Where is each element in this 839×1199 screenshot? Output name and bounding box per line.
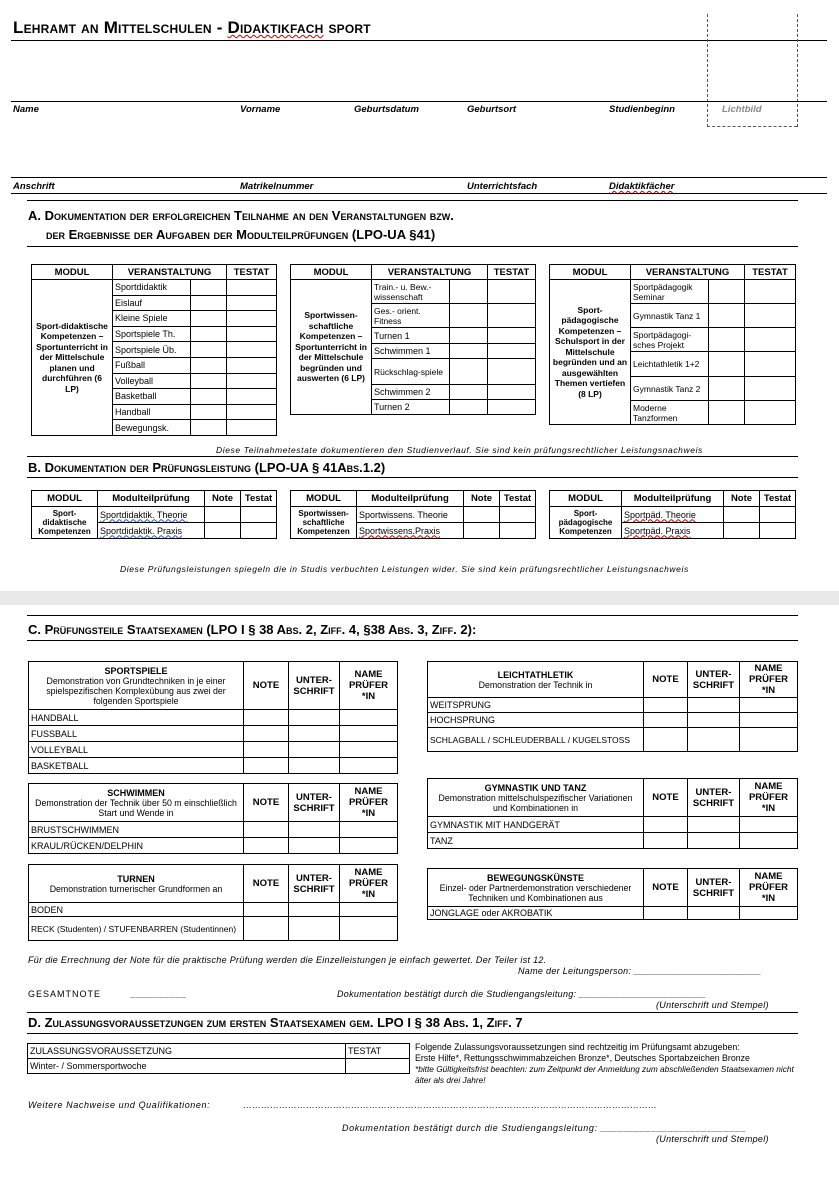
table-row: Sportpädagogi-sches Projekt	[631, 328, 709, 352]
table-cell[interactable]	[488, 359, 536, 385]
geburtsort-label: Geburtsort	[467, 104, 517, 115]
table-cell[interactable]	[244, 838, 289, 854]
table-turnen	[28, 864, 398, 941]
table-cell[interactable]	[464, 507, 500, 523]
table-cell[interactable]	[644, 817, 688, 833]
table-cell	[450, 344, 488, 359]
table-cell	[191, 404, 227, 420]
table-cell: Sport-didaktische Kompetenzen	[32, 507, 98, 539]
table-cell	[450, 385, 488, 400]
table-cell[interactable]	[488, 400, 536, 415]
table-row: Sportspiele Th.	[113, 326, 191, 342]
column-header: MODUL	[550, 265, 631, 280]
table-cell[interactable]	[740, 713, 798, 728]
table-cell[interactable]	[340, 917, 398, 941]
table-row: BASKETBALL	[29, 758, 244, 774]
table-cell	[450, 304, 488, 328]
table-row: Sportdidaktik. Praxis	[98, 523, 205, 539]
table-cell[interactable]	[740, 833, 798, 849]
table-row: Sportspiele Üb.	[113, 342, 191, 358]
unterrichtsfach-label: Unterrichtsfach	[467, 181, 538, 192]
table-cell[interactable]	[500, 507, 536, 523]
table-row: Sportdidaktik. Theorie	[98, 507, 205, 523]
table-cell: TESTAT	[346, 1044, 410, 1059]
column-header: UNTER-SCHRIFT	[688, 869, 740, 907]
table-cell[interactable]	[688, 728, 740, 752]
table-cell[interactable]	[289, 710, 340, 726]
column-header: NAME PRÜFER *IN	[740, 869, 798, 907]
table-a1	[31, 264, 277, 436]
table-cell[interactable]	[740, 907, 798, 920]
table-row: Turnen 1	[372, 328, 450, 344]
table-b3	[549, 490, 796, 539]
column-header: UNTER-SCHRIFT	[289, 662, 340, 710]
section-b-title: B. Dokumentation der Prüfungsleistung (LPO-UA § 41Abs.1.2)	[28, 460, 386, 475]
geburtsdatum-label: Geburtsdatum	[354, 104, 419, 115]
table-cell[interactable]	[289, 822, 340, 838]
table-cell[interactable]	[644, 833, 688, 849]
modul-cell: Sport-didaktische Kompetenzen – Sportunterricht in der Mittelschule planen und durchführen (6 LP)	[32, 280, 113, 436]
table-cell[interactable]	[205, 507, 241, 523]
table-cell	[450, 400, 488, 415]
table-row: SCHLAGBALL / SCHLEUDERBALL / KUGELSTOSS	[428, 728, 644, 752]
column-header: Note	[464, 491, 500, 507]
table-cell[interactable]	[644, 713, 688, 728]
table-cell[interactable]	[241, 523, 277, 539]
table-cell[interactable]	[227, 326, 277, 342]
leitung-line[interactable]: Name der Leitungsperson: ________________________	[518, 966, 762, 976]
column-header: Testat	[760, 491, 796, 507]
table-cell[interactable]	[289, 917, 340, 941]
table-cell[interactable]	[740, 817, 798, 833]
table-cell: Sport-pädagogische Kompetenzen	[550, 507, 622, 539]
table-row: Gymnastik Tanz 1	[631, 304, 709, 328]
lichtbild-label: Lichtbild	[722, 104, 762, 115]
table-cell	[191, 295, 227, 311]
table-row: TANZ	[428, 833, 644, 849]
table-row: KRAUL/RÜCKEN/DELPHIN	[29, 838, 244, 854]
table-cell[interactable]	[724, 523, 760, 539]
table-cell[interactable]	[644, 698, 688, 713]
table-cell	[191, 373, 227, 389]
section-a-subtitle: der Ergebnisse der Aufgaben der Modulteilprüfungen (LPO-UA §41)	[46, 227, 436, 242]
table-cell[interactable]	[340, 710, 398, 726]
table-row: Basketball	[113, 389, 191, 405]
gesamtnote-label: GESAMTNOTE	[28, 989, 102, 999]
table-row: Kleine Spiele	[113, 311, 191, 327]
table-cell[interactable]	[340, 903, 398, 917]
table-cell	[191, 326, 227, 342]
column-header: VERANSTALTUNG	[372, 265, 488, 280]
matrikelnummer-label: Matrikelnummer	[240, 181, 314, 192]
table-cell[interactable]	[241, 507, 277, 523]
table-cell[interactable]	[688, 698, 740, 713]
table-cell[interactable]	[289, 838, 340, 854]
table-cell[interactable]	[289, 742, 340, 758]
table-cell[interactable]	[760, 523, 796, 539]
table-cell[interactable]	[688, 907, 740, 920]
table-cell: SPORTSPIELE Demonstration von Grundtechniken in je einer spielspezifischen Komplexübung aus zwei der folgenden Sportspiele	[29, 662, 244, 710]
section-b-footnote: Diese Prüfungsleistungen spiegeln die in Studis verbuchten Leistungen wider. Sie sind kein prüfungsrechtlicher Leistungsnachweis	[120, 564, 689, 574]
section-c-title: C. Prüfungsteile Staatsexamen (LPO I § 38 Abs. 2, Ziff. 4, §38 Abs. 3, Ziff. 2):	[28, 622, 477, 637]
table-cell	[191, 389, 227, 405]
table-row: Fußball	[113, 357, 191, 373]
table-cell[interactable]	[244, 822, 289, 838]
table-cell[interactable]	[227, 295, 277, 311]
column-header: Testat	[500, 491, 536, 507]
table-row: Turnen 2	[372, 400, 450, 415]
table-row: Sportpäd. Theorie	[622, 507, 724, 523]
table-cell[interactable]	[745, 401, 796, 425]
column-header: NOTE	[644, 779, 688, 817]
table-cell[interactable]	[688, 817, 740, 833]
table-b2	[290, 490, 536, 539]
table-cell[interactable]	[205, 523, 241, 539]
table-cell: ZULASSUNGSVORAUSSETZUNG	[28, 1044, 346, 1059]
didaktikfaecher-label: Didaktikfächer	[609, 181, 675, 192]
table-cell	[709, 377, 745, 401]
section-a-footnote: Diese Teilnahmetestate dokumentieren den Studienverlauf. Sie sind kein prüfungsrechtlicher Leistungsnachweis	[216, 445, 703, 455]
table-cell: TURNEN Demonstration turnerischer Grundformen an	[29, 865, 244, 903]
table-row: GYMNASTIK MIT HANDGERÄT	[428, 817, 644, 833]
table-row: Winter- / Sommersportwoche	[28, 1059, 346, 1074]
table-row: Train.- u. Bew.-wissenschaft	[372, 280, 450, 304]
table-row: VOLLEYBALL	[29, 742, 244, 758]
table-row: Leichtathletik 1+2	[631, 352, 709, 377]
column-header: NAME PRÜFER *IN	[340, 662, 398, 710]
table-cell[interactable]	[688, 713, 740, 728]
table-cell[interactable]	[244, 742, 289, 758]
table-row: Volleyball	[113, 373, 191, 389]
table-cell[interactable]	[227, 389, 277, 405]
table-cell[interactable]	[488, 328, 536, 344]
table-leichtathletik	[427, 661, 798, 752]
table-cell	[709, 328, 745, 352]
table-cell[interactable]	[488, 280, 536, 304]
section-d-title: D. Zulassungsvoraussetzungen zum ersten Staatsexamen gem. LPO I § 38 Abs. 1, Ziff. 7	[28, 1015, 523, 1030]
table-cell	[709, 352, 745, 377]
table-row: Sportdidaktik	[113, 280, 191, 296]
page-title: Lehramt an Mittelschulen - Didaktikfach sport	[13, 18, 371, 37]
table-cell[interactable]	[227, 404, 277, 420]
table-cell[interactable]	[244, 710, 289, 726]
column-header: NOTE	[644, 662, 688, 698]
column-header: MODUL	[291, 265, 372, 280]
table-cell[interactable]	[745, 352, 796, 377]
table-cell	[191, 420, 227, 436]
column-header: Modulteilprüfung	[98, 491, 205, 507]
table-row: Sportwissens.Praxis	[357, 523, 464, 539]
table-cell[interactable]	[346, 1059, 410, 1074]
table-row: Ges.- orient. Fitness	[372, 304, 450, 328]
table-row: Bewegungsk.	[113, 420, 191, 436]
table-cell[interactable]	[745, 280, 796, 304]
table-cell[interactable]	[227, 311, 277, 327]
table-cell[interactable]	[724, 507, 760, 523]
table-cell[interactable]	[464, 523, 500, 539]
column-header: Modulteilprüfung	[357, 491, 464, 507]
table-cell	[450, 359, 488, 385]
table-row: Schwimmen 2	[372, 385, 450, 400]
teiler-text: Für die Errechnung der Note für die praktische Prüfung werden die Einzelleistungen je einfach gewertet. Der Teiler ist 12.	[28, 955, 547, 965]
table-row: FUSSBALL	[29, 726, 244, 742]
table-cell: GYMNASTIK UND TANZ Demonstration mittelschulspezifischer Variationen und Kombinationen in	[428, 779, 644, 817]
table-cell[interactable]	[289, 758, 340, 774]
table-cell[interactable]	[227, 357, 277, 373]
column-header: VERANSTALTUNG	[631, 265, 745, 280]
column-header: TESTAT	[745, 265, 796, 280]
table-cell[interactable]	[227, 420, 277, 436]
table-row: RECK (Studenten) / STUFENBARREN (Studentinnen)	[29, 917, 244, 941]
table-row: BRUSTSCHWIMMEN	[29, 822, 244, 838]
modul-cell: Sportwissen-schaftliche Kompetenzen – Sportunterricht in der Mittelschule begründen und auswerten (6 LP)	[291, 280, 372, 415]
table-cell[interactable]	[227, 280, 277, 296]
col-modul: MODUL	[32, 265, 113, 280]
column-header: UNTER-SCHRIFT	[688, 662, 740, 698]
table-row: WEITSPRUNG	[428, 698, 644, 713]
weitere-field[interactable]: …………………………………………………………………………………………………………………………	[243, 1100, 657, 1110]
table-cell[interactable]	[244, 917, 289, 941]
column-header: NOTE	[244, 662, 289, 710]
col-testat: TESTAT	[227, 265, 277, 280]
zulassung-info: Folgende Zulassungsvoraussetzungen sind rechtzeitig im Prüfungsamt abzugeben: Erste Hilfe*, Rettungsschwimmabzeichen Bronze*, Deutsches Sportabzeichen Bronze *bitte Gültigkeitsfrist beachten: zum Zeitpunkt der Anmeldung zum abschließenden Staatsexamen nicht älter als drei Jahre!	[415, 1042, 794, 1085]
column-header: Note	[205, 491, 241, 507]
table-row: Sportpäd. Praxis	[622, 523, 724, 539]
table-cell: Sportwissen-schaftliche Kompetenzen	[291, 507, 357, 539]
doku-line-c[interactable]: Dokumentation bestätigt durch die Studiengangsleitung: ________________________	[337, 989, 707, 999]
table-cell	[709, 280, 745, 304]
table-cell[interactable]	[289, 903, 340, 917]
table-cell[interactable]	[340, 758, 398, 774]
table-row: BODEN	[29, 903, 244, 917]
column-header: MODUL	[32, 491, 98, 507]
table-cell[interactable]	[244, 758, 289, 774]
table-cell[interactable]	[488, 344, 536, 359]
table-cell[interactable]	[760, 507, 796, 523]
table-cell[interactable]	[500, 523, 536, 539]
table-cell[interactable]	[227, 342, 277, 358]
table-a2	[290, 264, 536, 415]
table-row: HOCHSPRUNG	[428, 713, 644, 728]
table-cell[interactable]	[745, 377, 796, 401]
table-cell[interactable]	[227, 373, 277, 389]
section-a-title: A. Dokumentation der erfolgreichen Teilnahme an den Veranstaltungen bzw.	[28, 208, 454, 223]
column-header: UNTER-SCHRIFT	[289, 784, 340, 822]
table-cell[interactable]	[340, 726, 398, 742]
anschrift-label: Anschrift	[13, 181, 55, 192]
column-header: MODUL	[550, 491, 622, 507]
table-row: Eislauf	[113, 295, 191, 311]
table-cell[interactable]	[488, 385, 536, 400]
table-cell[interactable]	[340, 838, 398, 854]
table-cell[interactable]	[644, 907, 688, 920]
table-cell	[709, 304, 745, 328]
column-header: NAME PRÜFER *IN	[340, 865, 398, 903]
table-cell[interactable]	[745, 304, 796, 328]
table-cell[interactable]	[740, 698, 798, 713]
table-a3	[549, 264, 796, 425]
weitere-label: Weitere Nachweise und Qualifikationen:	[28, 1100, 211, 1110]
table-cell	[191, 280, 227, 296]
table-cell[interactable]	[644, 728, 688, 752]
table-cell	[191, 311, 227, 327]
column-header: Modulteilprüfung	[622, 491, 724, 507]
col-veranstaltung: VERANSTALTUNG	[113, 265, 227, 280]
table-cell	[450, 328, 488, 344]
name-label: Name	[13, 104, 39, 115]
stempel-c: (Unterschrift und Stempel)	[656, 1000, 769, 1010]
table-cell: BEWEGUNGSKÜNSTE Einzel- oder Partnerdemonstration verschiedener Techniken und Kombinationen aus	[428, 869, 644, 907]
column-header: UNTER-SCHRIFT	[289, 865, 340, 903]
table-cell[interactable]	[340, 742, 398, 758]
column-header: NOTE	[244, 784, 289, 822]
gesamtnote-field[interactable]: __________	[131, 989, 188, 999]
table-cell	[450, 280, 488, 304]
table-row: Sportwissens. Theorie	[357, 507, 464, 523]
table-cell[interactable]	[745, 328, 796, 352]
table-schwimmen	[28, 783, 398, 854]
table-row: Gymnastik Tanz 2	[631, 377, 709, 401]
table-row: Moderne Tanzformen	[631, 401, 709, 425]
table-gymnastik	[427, 778, 798, 849]
table-cell[interactable]	[244, 903, 289, 917]
table-cell[interactable]	[340, 822, 398, 838]
column-header: UNTER-SCHRIFT	[688, 779, 740, 817]
modul-cell: Sport-pädagogische Kompetenzen – Schulsport in der Mittelschule begründen und an ausgewählten Themen vertiefen (8 LP)	[550, 280, 631, 425]
column-header: Note	[724, 491, 760, 507]
doku-line-d[interactable]: Dokumentation bestätigt durch die Studiengangsleitung: __________________________	[342, 1123, 747, 1133]
column-header: TESTAT	[488, 265, 536, 280]
column-header: Testat	[241, 491, 277, 507]
table-b1	[31, 490, 277, 539]
table-row: HANDBALL	[29, 710, 244, 726]
table-cell: LEICHTATHLETIK Demonstration der Technik in	[428, 662, 644, 698]
column-header: NAME PRÜFER *IN	[740, 662, 798, 698]
stempel-d: (Unterschrift und Stempel)	[656, 1134, 769, 1144]
table-row: Schwimmen 1	[372, 344, 450, 359]
vorname-label: Vorname	[240, 104, 281, 115]
table-cell	[191, 342, 227, 358]
table-row: Sportpädagogik Seminar	[631, 280, 709, 304]
table-row: Rückschlag-spiele	[372, 359, 450, 385]
table-cell[interactable]	[488, 304, 536, 328]
column-header: MODUL	[291, 491, 357, 507]
column-header: NAME PRÜFER *IN	[740, 779, 798, 817]
table-cell[interactable]	[688, 833, 740, 849]
table-cell[interactable]	[244, 726, 289, 742]
table-cell	[191, 357, 227, 373]
table-bewegung	[427, 868, 798, 920]
table-cell[interactable]	[740, 728, 798, 752]
column-header: NOTE	[644, 869, 688, 907]
column-header: NAME PRÜFER *IN	[340, 784, 398, 822]
table-zulassung	[27, 1043, 410, 1074]
studienbeginn-label: Studienbeginn	[609, 104, 675, 115]
table-sportspiele	[28, 661, 398, 774]
table-cell: SCHWIMMEN Demonstration der Technik über 50 m einschließlich Start und Wende in	[29, 784, 244, 822]
table-row: Handball	[113, 404, 191, 420]
table-cell[interactable]	[289, 726, 340, 742]
table-cell	[709, 401, 745, 425]
table-row: JONGLAGE oder AKROBATIK	[428, 907, 644, 920]
column-header: NOTE	[244, 865, 289, 903]
